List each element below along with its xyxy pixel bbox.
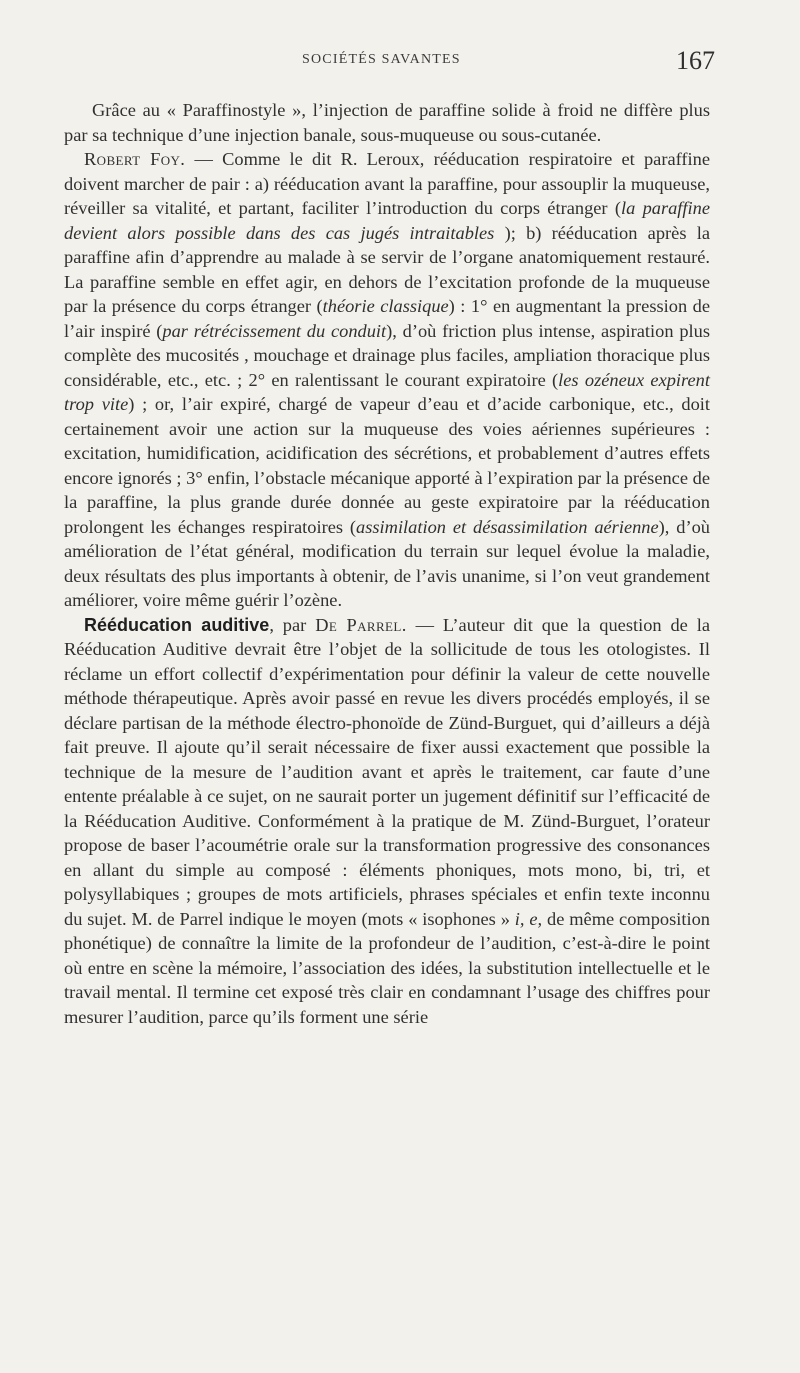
section-heading: Rééducation auditive xyxy=(84,614,270,635)
italic-segment: la paraffine devient alors possible dans des cas jugés intraitables xyxy=(64,198,710,243)
text-segment: ), d’où amélioration de l’état général, modification du terrain sur lequel évolue la maladie, deux résultats des plus importants à obtenir, de l’avis unanime, si l’on veut grandement améliorer, voire même guérir l’ozène. xyxy=(64,516,710,610)
text-segment: ) : 1° en augmentant la pression de l’air inspiré ( xyxy=(64,296,710,341)
text-segment: ) ; or, l’air expiré, chargé de vapeur d’eau et d’acide carbonique, etc., doit certainement avoir une action sur la muqueuse des voies aériennes supérieures : excitation, humidification, acidification des sécrétions, et probablement d’autres effets encore ignorés ; 3° enfin, l’obstacle mécanique apporté à l’expiration par la présence de la paraffine, la plus grande durée donnée au geste expiratoire par la rééducation prolongent les échanges respiratoires ( xyxy=(64,394,711,537)
text-segment: — L’auteur dit que la question de la Rééducation Auditive devrait être l’objet de la sollicitude de tous les otologistes. Il réclame un effort collectif d’expérimentation pour définir la valeur de cette nouvelle méthode thérapeutique. Après avoir passé en revue les divers procédés employés, il se déclare partisan de la méthode électro-phonoïde de Zünd-Burguet, qui d’ailleurs a déjà fait preuve. Il ajoute qu’il serait nécessaire de fixer aussi exactement que possible la technique de la mesure de l’audition avant et après le traitement, car faute d’une entente préalable à ce sujet, on ne saurait porter un jugement définitif sur l’efficacité de la Rééducation Auditive. Conformément à la pratique de M. Zünd-Burguet, l’orateur propose de baser l’acoumétrie orale sur la transformation progressive des consonances en allant du simple au composé : éléments phoniques, mots mono, bi, tri, et polysyllabiques ; groupes de mots artificiels, phrases spéciales et enfin texte inconnu du sujet. M. de Parrel indique le moyen (mots « isophones » xyxy=(64,614,710,929)
page-number: 167 xyxy=(676,46,715,75)
running-head: SOCIÉTÉS SAVANTES xyxy=(302,52,461,67)
text-segment: ); b) rééducation après la paraffine afin d’apprendre au malade à se servir de l’organe anatomiquement restauré. La paraffine semble en effet agir, en dehors de l’excitation profonde de la muqueuse par la présence du corps étranger ( xyxy=(64,222,710,316)
italic-segment: assimilation et désassimilation aérienne xyxy=(356,516,659,537)
page-body xyxy=(64,98,710,1029)
italic-segment: les ozéneux expirent trop vite xyxy=(64,369,710,414)
text-segment: — Comme le dit R. Leroux, rééducation respiratoire et paraffine doivent marcher de pair : a) rééducation avant la paraffine, pour assouplir la muqueuse, réveiller sa vitalité, et partant, faciliter l’introduction du corps étranger ( xyxy=(64,149,711,218)
author-name: Robert Foy. xyxy=(84,149,186,169)
text-segment: de même composition phonétique) de connaître la limite de la profondeur de l’audition, c’est-à-dire le point où entre en scène la mémoire, l’association des idées, la substitution intellectuelle et le travail mental. Il termine cet exposé très clair en condamnant l’usage des chiffres pour mesurer l’audition, parce qu’ils forment une série xyxy=(64,908,710,1027)
italic-segment: théorie classique xyxy=(322,296,449,316)
paragraph-robert-foy xyxy=(64,147,710,613)
paragraph-paraffinostyle: Grâce au « Paraffinostyle », l’injection de paraffine solide à froid ne diffère plus par sa technique d’une injection banale, sous-muqueuse ou sous-cutanée. xyxy=(64,100,710,145)
italic-segment: par rétrécissement du conduit xyxy=(162,320,387,341)
italic-segment: i, e, xyxy=(514,908,543,929)
page-header xyxy=(0,46,800,76)
text-segment: , par xyxy=(269,614,316,635)
paragraph-reeducation-auditive xyxy=(64,613,710,1030)
author-name: De Parrel. xyxy=(315,614,407,635)
text-segment: ), d’où friction plus intense, aspiration plus complète des mucosités , mouchage et drainage plus faciles, ampliation thoracique plus considérable, etc., etc. ; 2° en ralentissant le courant expiratoire ( xyxy=(64,320,710,390)
